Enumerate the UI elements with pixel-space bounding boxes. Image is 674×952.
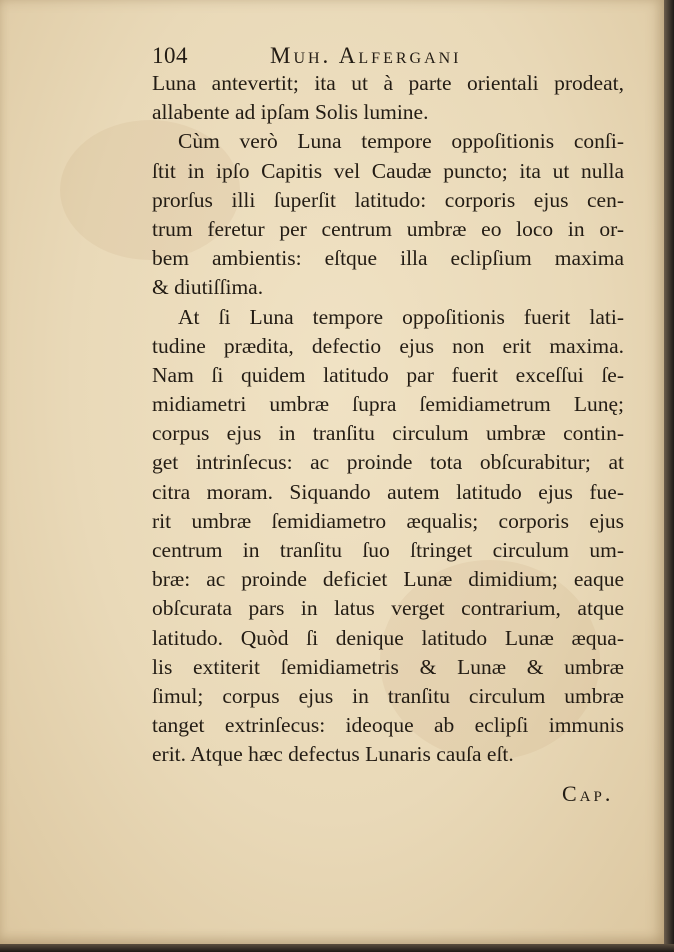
text-line: erit. Atque hæc defectus Lunaris cauſa eſt. [152, 742, 514, 767]
text-line: At ſi Luna tempore oppoſitionis fuerit lati- [178, 304, 624, 329]
text-line: centrum in tranſitu ſuo ſtringet circulum um- [152, 538, 624, 562]
text-line: Nam ſi quidem latitudo par fuerit exceſſui ſe- [152, 362, 624, 387]
paragraph-3 [152, 303, 624, 770]
paragraph-1 [152, 69, 624, 127]
text-line: ſimul; corpus ejus in tranſitu circulum umbræ [152, 683, 624, 708]
text-line: Cùm verò Luna tempore oppoſitionis conſi- [178, 129, 624, 154]
text-line: & diutiſſima. [152, 275, 264, 300]
page-number: 104 [152, 43, 188, 68]
page-edge-shadow [664, 0, 674, 952]
text-line: latitudo. Quòd ſi denique latitudo Lunæ æqua- [152, 625, 624, 650]
text-line: citra moram. Siquando autem latitudo ejus fue- [152, 479, 624, 504]
text-line: prorſus illi ſuperſit latitudo: corporis ejus cen- [152, 187, 624, 212]
catchword: Cap. [562, 781, 614, 806]
text-line: ſtit in ipſo Capitis vel Caudæ puncto; ita ut nulla [152, 158, 624, 183]
page-edge-shadow [0, 944, 674, 952]
text-line: lis extiterit ſemidiametris & Lunæ & umbræ [152, 654, 624, 679]
text-line: Luna antevertit; ita ut à parte orientali prodeat, [152, 71, 624, 95]
text-line: bem ambientis: eſtque illa eclipſium maxima [152, 246, 624, 271]
running-header [152, 43, 622, 69]
body-text [152, 69, 624, 770]
text-line: corpus ejus in tranſitu circulum umbræ contin- [152, 421, 624, 446]
text-line: trum feretur per centrum umbræ eo loco in or- [152, 216, 624, 241]
paragraph-2 [152, 127, 624, 302]
text-line: rit umbræ ſemidiametro æqualis; corporis ejus [152, 508, 624, 533]
text-line: tudine prædita, defectio ejus non erit maxima. [152, 333, 624, 358]
running-title: Muh. Alfergani [270, 43, 462, 68]
text-line: bræ: ac proinde deficiet Lunæ dimidium; eaque [152, 567, 624, 592]
text-line: tanget extrinſecus: ideoque ab eclipſi immunis [152, 713, 624, 738]
text-line: get intrinſecus: ac proinde tota obſcurabitur; at [152, 450, 624, 475]
text-line: allabente ad ipſam Solis lumine. [152, 100, 429, 125]
text-line: obſcurata pars in latus verget contrarium, atque [152, 596, 624, 621]
text-line: midiametri umbræ ſupra ſemidiametrum Lunę; [152, 392, 624, 417]
